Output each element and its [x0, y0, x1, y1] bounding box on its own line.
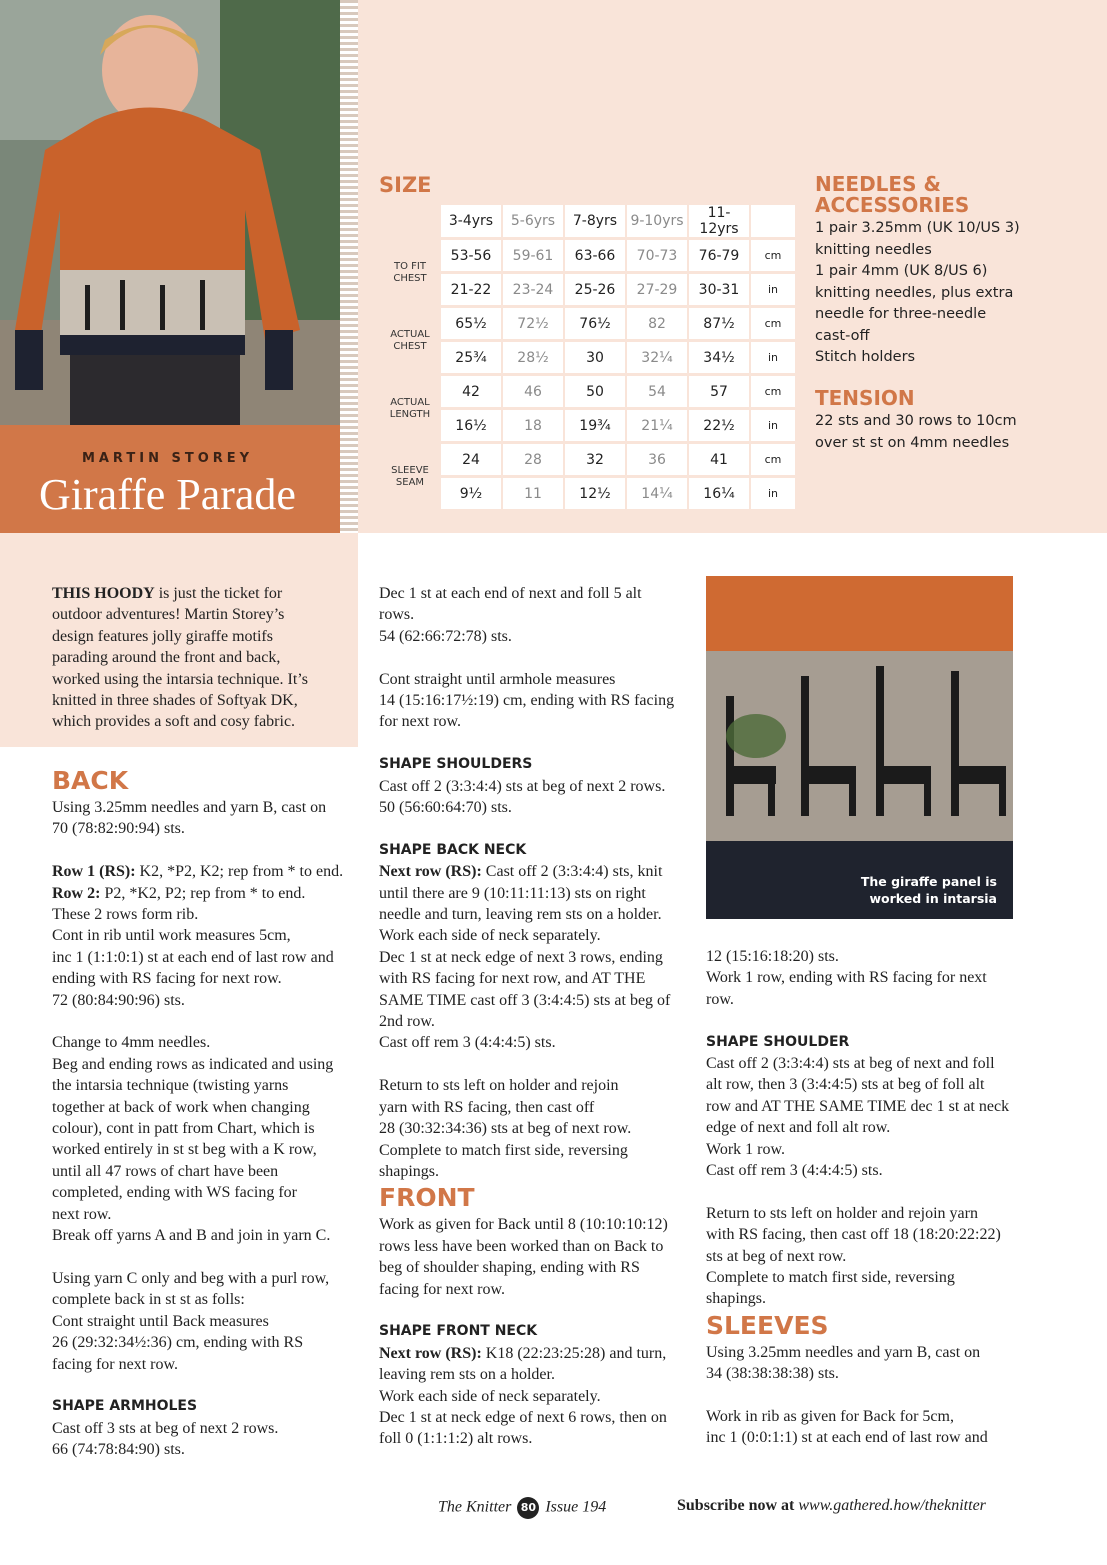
size-unit: in: [751, 274, 795, 305]
size-heading: SIZE: [379, 173, 432, 197]
text-line: yarn with RS facing, then cast off: [379, 1098, 595, 1116]
tension-line: over st st on 4mm needles: [815, 434, 1010, 451]
text-line: completed, ending with WS facing for: [52, 1184, 297, 1202]
size-cell: 53-56: [441, 240, 501, 271]
text-line: facing for next row.: [52, 1355, 179, 1373]
size-cell: 82: [627, 308, 687, 339]
pattern-title: Giraffe Parade: [39, 470, 296, 519]
size-unit: cm: [751, 240, 795, 271]
intro-line: which provides a soft and cosy fabric.: [52, 713, 296, 731]
text-line: Cast off rem 3 (4:4:4:5) sts.: [706, 1162, 883, 1180]
size-cell: 11: [503, 478, 563, 509]
text-line: These 2 rows form rib.: [52, 906, 199, 924]
row-label: Next row (RS):: [379, 863, 482, 881]
text-line: SAME TIME cast off 3 (3:4:4:5) sts at beg of: [379, 991, 671, 1009]
text-line: needle and turn, leaving rem sts on a holder.: [379, 906, 662, 924]
size-cell: 21-22: [441, 274, 501, 305]
title-box: [0, 425, 340, 533]
text-line: Dec 1 st at each end of next and foll 5 alt: [379, 585, 642, 602]
intro-first: is just the ticket for: [154, 585, 283, 602]
subscribe-text: Subscribe now at: [677, 1497, 799, 1514]
text-line: Return to sts left on holder and rejoin yarn: [706, 1204, 978, 1222]
text-line: 70 (78:82:90:94) sts.: [52, 820, 185, 838]
text-line: Work 1 row.: [706, 1140, 785, 1158]
size-unit: in: [751, 478, 795, 509]
child-illustration: [0, 0, 358, 425]
issue-number: Issue 194: [545, 1498, 607, 1516]
text-line: 66 (74:78:84:90) sts.: [52, 1441, 185, 1459]
text-line: Cont straight until Back measures: [52, 1312, 269, 1330]
text-line: sts at beg of next row.: [706, 1247, 847, 1265]
size-cell: 23-24: [503, 274, 563, 305]
size-group-label: ACTUAL CHEST: [381, 308, 439, 373]
text-line: leaving rem sts on a holder.: [379, 1366, 555, 1384]
size-col-header: 5-6yrs: [503, 205, 563, 237]
text-line: together at back of work when changing: [52, 1098, 310, 1116]
text-line: Work in rib as given for Back for 5cm,: [706, 1408, 954, 1426]
needles-line: knitting needles: [815, 241, 932, 258]
needles-line: 1 pair 3.25mm (UK 10/US 3): [815, 220, 1020, 236]
row-text: K18 (22:23:25:28) and turn,: [481, 1344, 667, 1362]
size-cell: 21¼: [627, 410, 687, 441]
size-cell: 54: [627, 376, 687, 407]
text-line: alt row, then 3 (3:4:4:5) sts at beg of foll alt: [706, 1076, 985, 1094]
armholes-heading: SHAPE ARMHOLES: [52, 1398, 198, 1415]
text-line: Using 3.25mm needles and yarn B, cast on: [706, 1343, 981, 1361]
text-line: rows less have been worked than on Back to: [379, 1237, 664, 1255]
intro-line: knitted in three shades of Softyak DK,: [52, 692, 298, 710]
size-cell: 24: [441, 444, 501, 475]
size-cell: 36: [627, 444, 687, 475]
size-unit: cm: [751, 444, 795, 475]
text-line: 72 (80:84:90:96) sts.: [52, 991, 185, 1009]
needles-heading: [815, 174, 969, 216]
text-line: worked entirely in st st beg with a K row,: [52, 1141, 317, 1159]
row-text: Cast off 2 (3:3:4:4) sts, knit: [481, 863, 663, 881]
text-line: 28 (30:32:34:36) sts at beg of next row.: [379, 1120, 632, 1138]
text-line: with RS facing for next row, and AT THE: [379, 970, 646, 988]
text-line: Work each side of neck separately.: [379, 1387, 601, 1405]
column-2: [379, 583, 694, 1450]
size-cell: 87½: [689, 308, 749, 339]
size-cell: 12½: [565, 478, 625, 509]
size-col-header: 7-8yrs: [565, 205, 625, 237]
size-cell: 63-66: [565, 240, 625, 271]
text-line: Cast off 2 (3:3:4:4) sts at beg of next and foll: [706, 1055, 995, 1073]
text-line: inc 1 (0:0:1:1) st at each end of last row and: [706, 1429, 988, 1447]
size-row: [381, 342, 795, 373]
row-text: K2, *P2, K2; rep from * to end.: [135, 863, 344, 881]
text-line: Cast off rem 3 (4:4:4:5) sts.: [379, 1034, 556, 1052]
size-row: [381, 376, 795, 407]
front-heading: FRONT: [379, 1183, 475, 1213]
text-line: Complete to match first side, reversing: [706, 1269, 955, 1287]
size-unit: in: [751, 342, 795, 373]
size-cell: 65½: [441, 308, 501, 339]
size-cell: 25-26: [565, 274, 625, 305]
size-group-label: ACTUAL LENGTH: [381, 376, 439, 441]
caption-line: worked in intarsia: [869, 891, 997, 906]
text-line: with RS facing, then cast off 18 (18:20:22:22): [706, 1226, 1001, 1244]
intro-line: [52, 583, 352, 604]
size-table: [379, 202, 797, 512]
shoulders-heading: SHAPE SHOULDERS: [379, 756, 533, 773]
text-line: Change to 4mm needles.: [52, 1034, 211, 1052]
size-cell: 42: [441, 376, 501, 407]
text-line: [52, 861, 362, 882]
front-neck-heading: SHAPE FRONT NECK: [379, 1323, 538, 1340]
needles-line: Stitch holders: [815, 349, 916, 365]
text-line: edge of next and foll alt row.: [706, 1119, 891, 1137]
size-cell: 70-73: [627, 240, 687, 271]
text-line: 26 (29:32:34½:36) cm, ending with RS: [52, 1334, 304, 1352]
needles-line: knitting needles, plus extra: [815, 284, 1014, 301]
text-line: Using yarn C only and beg with a purl row,: [52, 1269, 330, 1287]
tension-heading: TENSION: [815, 386, 915, 410]
intro-line: worked using the intarsia technique. It’s: [52, 670, 308, 688]
text-line: beg of shoulder shaping, ending with RS: [379, 1259, 640, 1277]
giraffe-panel-illustration: [706, 576, 1013, 919]
text-line: next row.: [52, 1205, 112, 1223]
text-line: 14 (15:16:17½:19) cm, ending with RS facing: [379, 692, 675, 710]
row-label: Row 1 (RS):: [52, 863, 136, 881]
size-cell: 72½: [503, 308, 563, 339]
row-text: P2, *K2, P2; rep from * to end.: [100, 884, 306, 902]
size-cell: 19¾: [565, 410, 625, 441]
size-row: [381, 478, 795, 509]
text-line: Beg and ending rows as indicated and using: [52, 1055, 334, 1073]
intro-line: parading around the front and back,: [52, 649, 281, 667]
size-unit: cm: [751, 376, 795, 407]
text-line: row and AT THE SAME TIME dec 1 st at neck: [706, 1097, 1010, 1115]
size-col-header: 3-4yrs: [441, 205, 501, 237]
tension-line: 22 sts and 30 rows to 10cm: [815, 413, 1017, 429]
text-line: 12 (15:16:18:20) sts.: [706, 948, 839, 965]
size-corner: [381, 205, 439, 237]
shoulder-heading: SHAPE SHOULDER: [706, 1033, 850, 1050]
size-cell: 57: [689, 376, 749, 407]
text-line: Complete to match first side, reversing: [379, 1141, 628, 1159]
text-line: row.: [706, 990, 734, 1008]
size-group-label: TO FIT CHEST: [381, 240, 439, 305]
text-line: foll 0 (1:1:1:2) alt rows.: [379, 1430, 533, 1448]
tension-text: [815, 411, 1100, 454]
text-line: until all 47 rows of chart have been: [52, 1162, 279, 1180]
text-line: Cast off 2 (3:3:4:4) sts at beg of next 2 rows.: [379, 777, 666, 795]
back-section: [52, 765, 362, 1461]
detail-photo: [706, 576, 1013, 919]
size-cell: 41: [689, 444, 749, 475]
text-line: Cont in rib until work measures 5cm,: [52, 927, 291, 945]
size-cell: 28½: [503, 342, 563, 373]
size-unit: cm: [751, 308, 795, 339]
text-line: rows.: [379, 606, 415, 624]
text-line: shapings.: [706, 1290, 766, 1308]
magazine-name: The Knitter: [438, 1498, 512, 1516]
text-line: shapings.: [379, 1162, 439, 1180]
page-number: 80: [517, 1497, 539, 1519]
text-line: colour), cont in patt from Chart, which is: [52, 1120, 315, 1138]
size-cell: 25¾: [441, 342, 501, 373]
intro-line: design features jolly giraffe motifs: [52, 627, 273, 645]
text-line: complete back in st st as folls:: [52, 1291, 245, 1309]
text-line: Work each side of neck separately.: [379, 927, 601, 945]
needles-line: needle for three-needle: [815, 306, 987, 322]
row-label: Row 2:: [52, 884, 101, 902]
text-line: [52, 883, 362, 904]
size-header-row: [381, 205, 795, 237]
size-cell: 18: [503, 410, 563, 441]
size-row: [381, 444, 795, 475]
text-line: Cont straight until armhole measures: [379, 670, 616, 688]
caption-line: The giraffe panel is: [860, 874, 997, 889]
size-cell: 14¼: [627, 478, 687, 509]
size-unit: in: [751, 410, 795, 441]
size-cell: 32¼: [627, 342, 687, 373]
size-cell: 50: [565, 376, 625, 407]
author-name: MARTIN STOREY: [81, 451, 254, 466]
back-neck-heading: SHAPE BACK NECK: [379, 841, 527, 858]
text-line: Cast off 3 sts at beg of next 2 rows.: [52, 1419, 279, 1437]
size-row: [381, 240, 795, 271]
text-line: until there are 9 (10:11:11:13) sts on right: [379, 884, 646, 902]
text-line: Dec 1 st at neck edge of next 3 rows, ending: [379, 948, 663, 966]
size-group-label: SLEEVE SEAM: [381, 444, 439, 509]
size-cell: 22½: [689, 410, 749, 441]
intro-line: outdoor adventures! Martin Storey’s: [52, 606, 285, 624]
size-cell: 16½: [441, 410, 501, 441]
subscribe-link[interactable]: www.gathered.how/theknitter: [798, 1497, 986, 1514]
footer-subscribe: [677, 1497, 986, 1515]
row-label: Next row (RS):: [379, 1344, 482, 1362]
intro-text: [52, 583, 352, 733]
text-line: 2nd row.: [379, 1013, 435, 1031]
needles-line: cast-off: [815, 327, 870, 344]
size-row: [381, 274, 795, 305]
text-line: the intarsia technique (twisting yarns: [52, 1077, 289, 1095]
text-line: Dec 1 st at neck edge of next 6 rows, then on: [379, 1408, 667, 1426]
size-cell: 34½: [689, 342, 749, 373]
text-line: Return to sts left on holder and rejoin: [379, 1077, 619, 1095]
back-heading: BACK: [52, 766, 129, 795]
size-cell: 59-61: [503, 240, 563, 271]
text-line: for next row.: [379, 713, 462, 731]
size-cell: 16¼: [689, 478, 749, 509]
hero-photo: [0, 0, 358, 425]
text-line: facing for next row.: [379, 1280, 506, 1298]
size-cell: 30-31: [689, 274, 749, 305]
text-line: [379, 1343, 694, 1364]
text-line: [379, 861, 694, 882]
text-line: inc 1 (1:1:0:1) st at each end of last row and: [52, 948, 334, 966]
size-cell: 30: [565, 342, 625, 373]
column-3: [706, 946, 1016, 1449]
size-row: [381, 410, 795, 441]
size-cell: 9½: [441, 478, 501, 509]
sleeves-heading: SLEEVES: [706, 1310, 829, 1340]
needles-heading-line: ACCESSORIES: [815, 193, 970, 217]
size-cell: 76-79: [689, 240, 749, 271]
text-line: 34 (38:38:38:38) sts.: [706, 1365, 839, 1383]
text-line: 54 (62:66:72:78) sts.: [379, 627, 512, 645]
size-row: [381, 308, 795, 339]
text-line: 50 (56:60:64:70) sts.: [379, 799, 512, 817]
size-cell: 46: [503, 376, 563, 407]
zigzag-edge: [340, 0, 358, 533]
needles-heading-line: NEEDLES &: [815, 172, 941, 196]
text-line: Work 1 row, ending with RS facing for next: [706, 969, 987, 987]
footer-issue: [438, 1497, 606, 1519]
needles-list: [815, 218, 1100, 369]
size-cell: 32: [565, 444, 625, 475]
text-line: Work as given for Back until 8 (10:10:10:12): [379, 1216, 668, 1234]
text-line: Break off yarns A and B and join in yarn C.: [52, 1227, 331, 1245]
size-col-header: 9-10yrs: [627, 205, 687, 237]
size-cell: 27-29: [627, 274, 687, 305]
text-line: Using 3.25mm needles and yarn B, cast on: [52, 799, 327, 816]
needles-line: 1 pair 4mm (UK 8/US 6): [815, 263, 988, 279]
size-col-header: 11-12yrs: [689, 205, 749, 237]
intro-lead: THIS HOODY: [52, 585, 155, 602]
photo-caption: [861, 873, 997, 907]
size-cell: 76½: [565, 308, 625, 339]
text-line: ending with RS facing for next row.: [52, 970, 282, 988]
unit-header: [751, 205, 795, 237]
size-cell: 28: [503, 444, 563, 475]
